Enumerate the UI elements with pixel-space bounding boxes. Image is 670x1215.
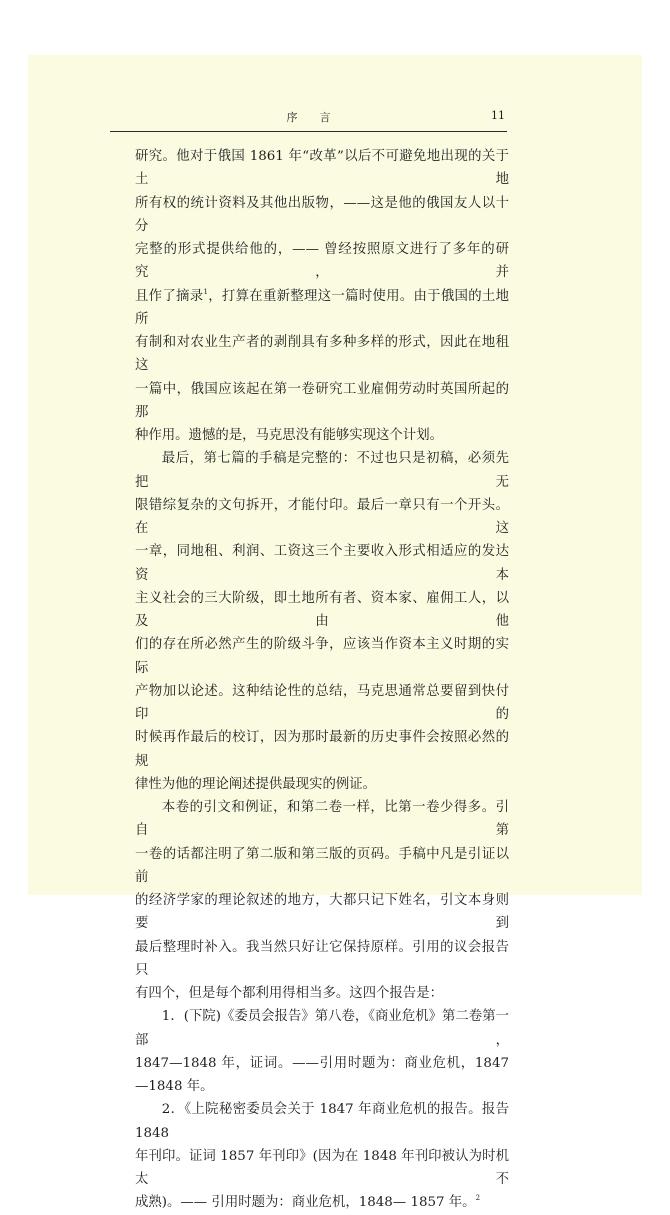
running-header bbox=[110, 109, 507, 132]
text-line: 本卷的引文和例证，和第二卷一样，比第一卷少得多。引自第 bbox=[135, 800, 509, 839]
text-fragment: 成熟)。—— 引用时题为：商业危机，1848— 1857 年。 bbox=[135, 1195, 476, 1211]
text-line: 有四个，但是每个都利用得相当多。这四个报告是： bbox=[135, 986, 443, 1001]
text-fragment: 且作了摘录 bbox=[135, 288, 204, 304]
text-line: 一卷的话都注明了第二版和第三版的页码。手稿中凡是引证以前 bbox=[135, 846, 509, 885]
footnote-ref: 2 bbox=[475, 1194, 481, 1203]
text-line: 限错综复杂的文句拆开，才能付印。最后一章只有一个开头。在这 bbox=[135, 497, 509, 536]
page-number: 11 bbox=[491, 109, 505, 122]
text-line: 最后整理时补入。我当然只好让它保持原样。引用的议会报告只 bbox=[135, 939, 509, 978]
text-line: 种作用。遗憾的是，马克思没有能够实现这个计划。 bbox=[135, 428, 443, 443]
text-line: 的经济学家的理论叙述的地方，大都只记下姓名，引文本身则要到 bbox=[135, 893, 509, 932]
text-line: 产物加以论述。这种结论性的总结，马克思通常总要留到快付印的 bbox=[135, 683, 509, 722]
text-line: 有制和对农业生产者的剥削具有多种多样的形式，因此在地租这 bbox=[135, 335, 509, 374]
text-line: 1847—1848 年，证词。——引用时题为：商业危机，1847—1848 年。 bbox=[135, 1055, 509, 1094]
text-line: 最后，第七篇的手稿是完整的：不过也只是初稿，必须先把无 bbox=[135, 451, 509, 490]
text-line bbox=[135, 285, 509, 332]
text-line: 们的存在所必然产生的阶级斗争，应该当作资本主义时期的实际 bbox=[135, 637, 509, 676]
footnote-ref: 1 bbox=[203, 287, 208, 296]
text-line: 时候再作最后的校订，因为那时最新的历史事件会按照必然的规 bbox=[135, 730, 509, 769]
text-line: 研究。他对于俄国 1861 年“改革”以后不可避免地出现的关于土地 bbox=[135, 149, 509, 188]
text-line: 2．《上院秘密委员会关于 1847 年商业危机的报告。报告 1848 bbox=[135, 1102, 509, 1141]
text-fragment: ，打算在重新整理这一篇时使用。由于俄国的土地所 bbox=[135, 288, 510, 327]
text-line: 1．(下院)《委员会报告》第八卷，《商业危机》第二卷第一部， bbox=[135, 1009, 509, 1048]
text-line: 所有权的统计资料及其他出版物，——这是他的俄国友人以十分 bbox=[135, 195, 509, 234]
text-line: 主义社会的三大阶级，即土地所有者、资本家、雇佣工人，以及由他 bbox=[135, 590, 509, 629]
body-text bbox=[135, 145, 509, 1215]
text-line: 一章，同地租、利润、工资这三个主要收入形式相适应的发达资本 bbox=[135, 544, 509, 583]
chapter-title: 序言 bbox=[286, 111, 353, 124]
text-line: 完整的形式提供给他的，—— 曾经按照原文进行了多年的研究，并 bbox=[135, 242, 509, 281]
text-line: 年刊印。证词 1857 年刊印》(因为在 1848 年刊印被认为时机太不 bbox=[135, 1148, 509, 1187]
text-line bbox=[135, 1191, 509, 1214]
text-line: 一篇中，俄国应该起在第一卷研究工业雇佣劳动时英国所起的那 bbox=[135, 381, 509, 420]
text-line: 律性为他的理论阐述提供最现实的例证。 bbox=[135, 776, 377, 792]
